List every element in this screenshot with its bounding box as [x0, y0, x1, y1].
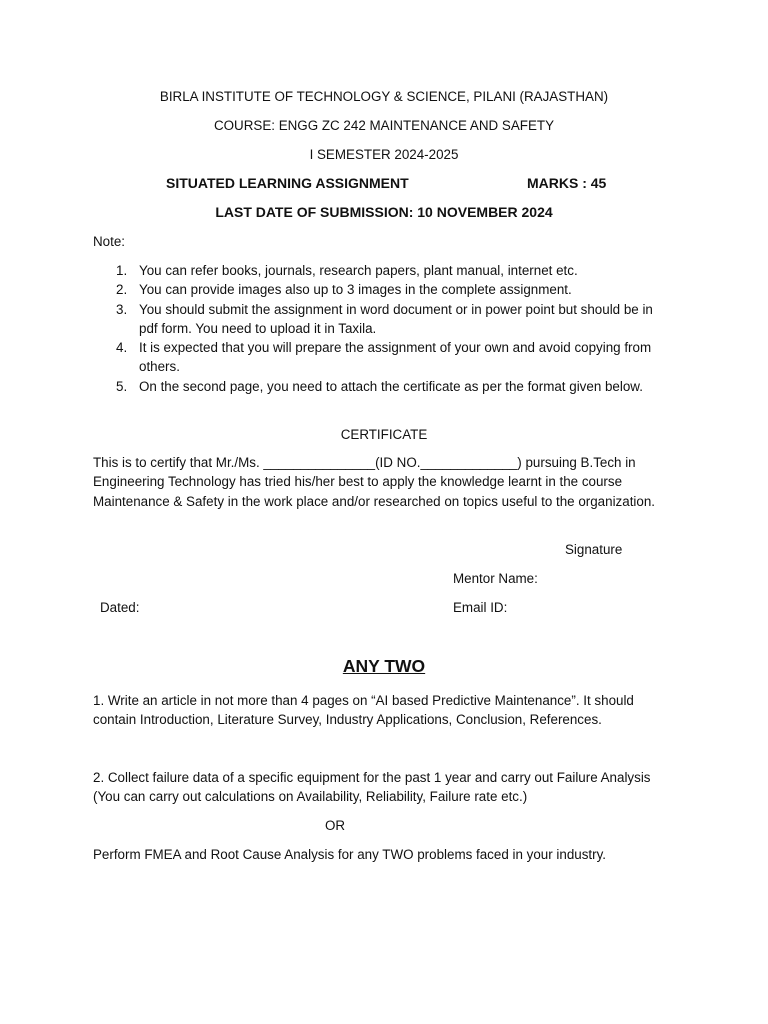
certificate-title: CERTIFICATE	[340, 427, 428, 442]
list-number: 1.	[116, 263, 128, 278]
list-item	[93, 300, 673, 339]
note-label: Note:	[93, 234, 126, 249]
course-title: COURSE: ENGG ZC 242 MAINTENANCE AND SAFETY	[213, 118, 555, 133]
institute-title: BIRLA INSTITUTE OF TECHNOLOGY & SCIENCE, PILANI (RAJASTHAN)	[159, 89, 609, 104]
semester-title: I SEMESTER 2024-2025	[309, 147, 459, 162]
note-list	[93, 261, 673, 396]
assignment-title: SITUATED LEARNING ASSIGNMENT	[166, 175, 409, 191]
marks-label: MARKS : 45	[527, 175, 607, 191]
or-label: OR	[325, 818, 346, 833]
list-number: 5.	[116, 378, 128, 394]
list-text: You can refer books, journals, research papers, plant manual, internet etc.	[139, 263, 578, 278]
list-text: You can provide images also up to 3 images in the complete assignment.	[139, 282, 572, 298]
email-label: Email ID:	[453, 600, 508, 615]
list-item	[93, 377, 673, 396]
list-item	[93, 338, 673, 377]
list-text: On the second page, you need to attach the certificate as per the format given below.	[139, 378, 643, 394]
last-date-title: LAST DATE OF SUBMISSION: 10 NOVEMBER 2024	[215, 204, 553, 220]
list-item	[93, 280, 673, 299]
dated-label: Dated:	[100, 600, 140, 615]
signature-label: Signature	[565, 542, 623, 557]
list-text: You should submit the assignment in word document or in power point but should be in pdf form. You need to upload it in Taxila.	[139, 301, 653, 336]
certificate-body: This is to certify that Mr./Ms. _______________(ID NO._____________) pursuing B.Tech in Engineering Technology has tried his/her best to apply the knowledge learnt in the course Maintenance & Safety in the work place and/or researched on topics useful to the organization.	[93, 455, 656, 509]
list-number: 2.	[116, 282, 128, 298]
list-number: 3.	[116, 301, 128, 317]
list-text: It is expected that you will prepare the assignment of your own and avoid copying from others.	[139, 340, 652, 375]
any-two-heading: ANY TWO	[342, 656, 426, 676]
mentor-name-label: Mentor Name:	[453, 571, 538, 586]
task-2: 2. Collect failure data of a specific equipment for the past 1 year and carry out Failure Analysis (You can carry out calculations on Availability, Reliability, Failure rate etc.)	[93, 770, 651, 805]
list-item	[93, 261, 673, 280]
list-number: 4.	[116, 340, 128, 356]
task-1: 1. Write an article in not more than 4 pages on “AI based Predictive Maintenance”. It should contain Introduction, Literature Survey, Industry Applications, Conclusion, References.	[93, 693, 634, 728]
task-3: Perform FMEA and Root Cause Analysis for any TWO problems faced in your industry.	[93, 847, 607, 862]
